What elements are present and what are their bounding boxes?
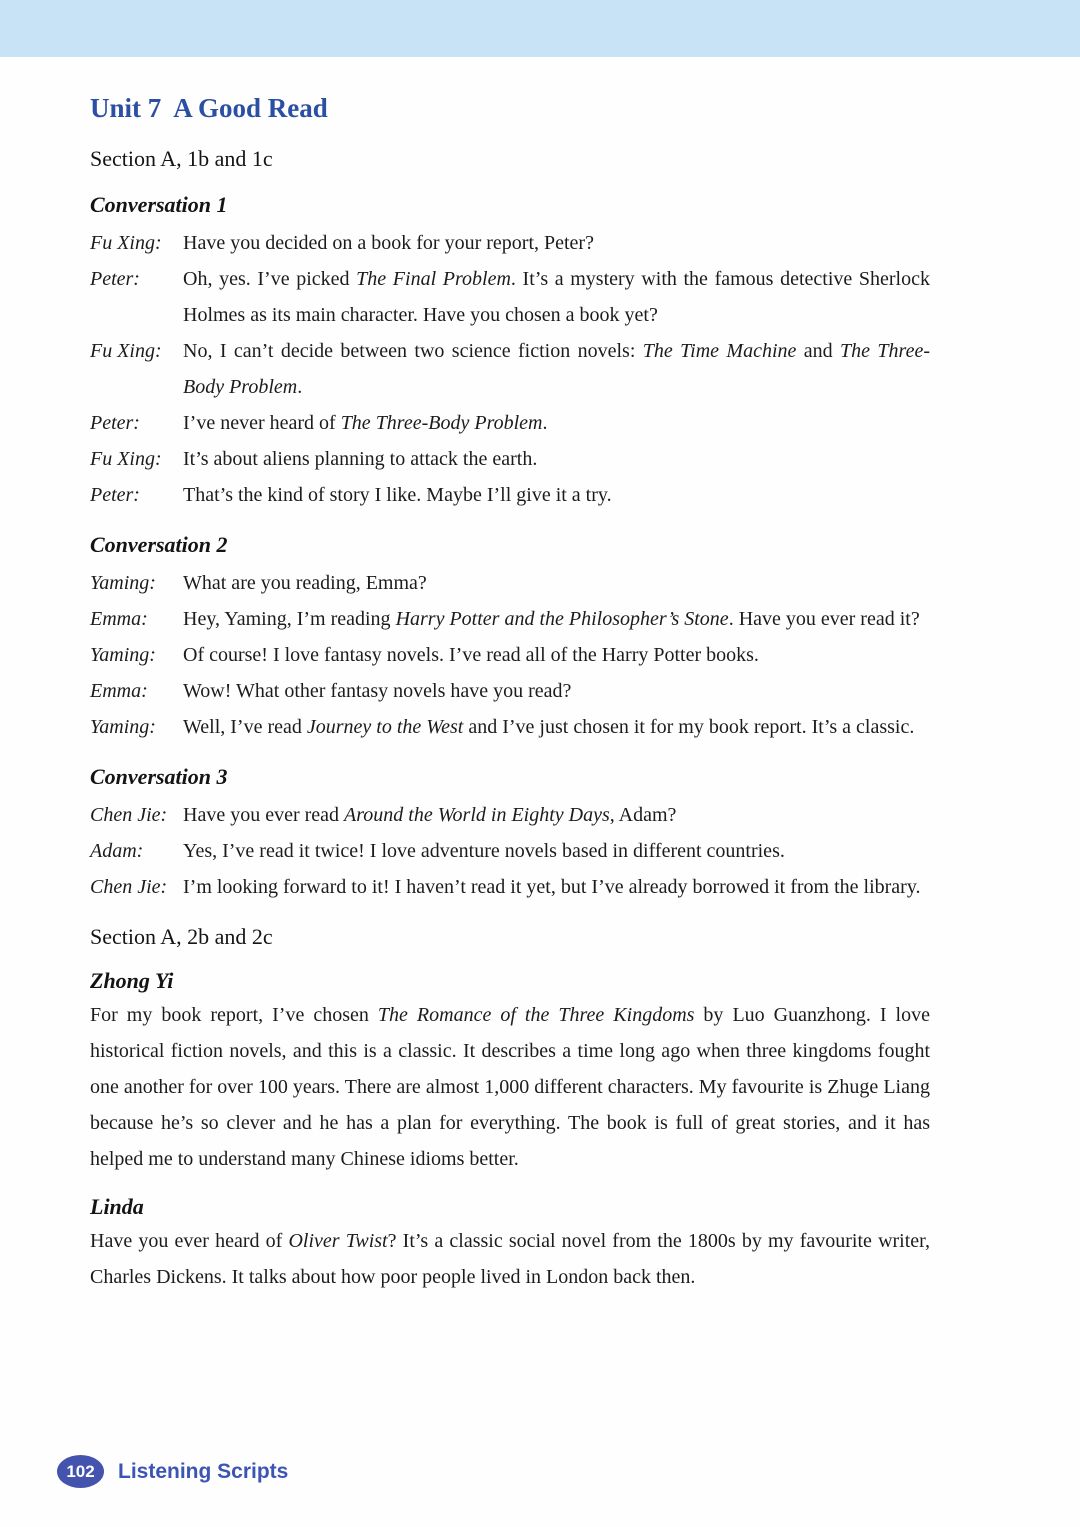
section-heading-1: Section A, 1b and 1c [90, 146, 273, 171]
book-title: Oliver Twist [288, 1230, 388, 1252]
text-segment: . It’s a mystery with the famous detective Sherlock Holmes as its main character. Have you chosen a book yet? [183, 268, 930, 326]
conversation [90, 191, 930, 513]
conversation-heading: Conversation 2 [90, 532, 228, 557]
text-segment: Have you ever heard of [90, 1230, 289, 1252]
book-title: Harry Potter and the Philosopher’s Stone [395, 608, 729, 630]
text-segment: Have you ever read [183, 804, 345, 826]
text-segment: Oh, yes. I’ve picked [183, 268, 357, 290]
speaker-label: Yaming: [90, 644, 156, 666]
unit-title: Unit 7 A Good Read [90, 93, 328, 123]
speaker-label: Chen Jie: [90, 804, 168, 826]
speech-text [183, 477, 930, 513]
page-content [0, 57, 1080, 1295]
monologue-text [90, 1223, 930, 1295]
conversation-heading: Conversation 3 [90, 764, 228, 789]
speaker-label: Peter: [90, 484, 140, 506]
dialogue-line [90, 405, 930, 441]
book-title: Journey to the West [306, 716, 464, 738]
text-segment: Of course! I love fantasy novels. I’ve read all of the Harry Potter books. [183, 644, 759, 666]
speech-text [183, 225, 930, 261]
speaker-label: Fu Xing: [90, 448, 162, 470]
speaker-label: Yaming: [90, 716, 156, 738]
speech-text [183, 797, 930, 833]
monologue-text [90, 997, 930, 1177]
text-segment: That’s the kind of story I like. Maybe I’ll give it a try. [183, 484, 612, 506]
top-banner [0, 0, 1080, 57]
speaker-label: Peter: [90, 268, 140, 290]
footer-label: Listening Scripts [118, 1459, 289, 1483]
speaker-label: Adam: [90, 840, 144, 862]
speaker-label: Fu Xing: [90, 340, 162, 362]
speech-text [183, 261, 930, 333]
dialogue-line [90, 601, 930, 637]
speaker-label: Emma: [90, 608, 148, 630]
text-segment: . [297, 376, 303, 398]
monologue-speaker: Linda [90, 1194, 144, 1219]
text-segment: by Luo Guanzhong. I love historical fiction novels, and this is a classic. It describes a time long ago when three kingdoms fought one another for over 100 years. There are almost 1,000 different characters. My favourite is Zhuge Liang because he’s so clever and he has a plan for everything. The book is full of great stories, and it has helped me to understand many Chinese idioms better. [90, 1004, 930, 1170]
book-title: Around the World in Eighty Days [344, 804, 610, 826]
speech-text [183, 869, 930, 905]
speech-text [183, 333, 930, 405]
conversation [90, 763, 930, 905]
dialogue-line [90, 797, 930, 833]
speech-text [183, 673, 930, 709]
section-heading-2: Section A, 2b and 2c [90, 924, 273, 949]
speaker-label: Peter: [90, 412, 140, 434]
book-title: The Final Problem [356, 268, 511, 290]
speech-text [183, 637, 930, 673]
speech-text [183, 565, 930, 601]
text-segment: . Have you ever read it? [728, 608, 920, 630]
text-segment: I’ve never heard of [183, 412, 341, 434]
text-segment: For my book report, I’ve chosen [90, 1004, 378, 1026]
text-segment: Hey, Yaming, I’m reading [183, 608, 396, 630]
conversations [90, 191, 930, 905]
dialogue-line [90, 637, 930, 673]
text-segment: I’m looking forward to it! I haven’t read it yet, but I’ve already borrowed it from the library. [183, 876, 921, 898]
text-segment: ? It’s a classic social novel from the 1800s by my favourite writer, Charles Dickens. It talks about how poor people lived in London back then. [90, 1230, 931, 1288]
dialogue-line [90, 477, 930, 513]
book-title: The Three-Body Problem [183, 340, 930, 398]
text-segment: Have you decided on a book for your report, Peter? [183, 232, 594, 254]
speech-text [183, 601, 930, 637]
speech-text [183, 441, 930, 477]
speaker-label: Fu Xing: [90, 232, 162, 254]
text-segment: . [542, 412, 548, 434]
dialogue-line [90, 833, 930, 869]
book-title: The Time Machine [642, 340, 797, 362]
monologue [90, 967, 930, 1177]
page-footer [57, 1455, 288, 1488]
text-segment: Wow! What other fantasy novels have you read? [183, 680, 572, 702]
monologue [90, 1193, 930, 1295]
dialogue-line [90, 709, 930, 745]
text-segment: , Adam? [609, 804, 677, 826]
dialogue-line [90, 261, 930, 333]
dialogue-line [90, 441, 930, 477]
text-segment: No, I can’t decide between two science fiction novels: [183, 340, 643, 362]
book-title: The Romance of the Three Kingdoms [377, 1004, 695, 1026]
dialogue-line [90, 869, 930, 905]
speech-text [183, 709, 930, 745]
dialogue-line [90, 673, 930, 709]
dialogue-line [90, 333, 930, 405]
speech-text [183, 833, 930, 869]
text-segment: Well, I’ve read [183, 716, 307, 738]
text-segment: and [796, 340, 841, 362]
monologues [90, 967, 930, 1295]
text-segment: Yes, I’ve read it twice! I love adventure novels based in different countries. [183, 840, 785, 862]
speaker-label: Emma: [90, 680, 148, 702]
dialogue-line [90, 565, 930, 601]
speech-text [183, 405, 930, 441]
page-number-badge: 102 [57, 1455, 104, 1488]
conversation-heading: Conversation 1 [90, 192, 228, 217]
speaker-label: Chen Jie: [90, 876, 168, 898]
book-title: The Three-Body Problem [340, 412, 543, 434]
text-segment: It’s about aliens planning to attack the earth. [183, 448, 538, 470]
dialogue-line [90, 225, 930, 261]
text-segment: What are you reading, Emma? [183, 572, 427, 594]
speaker-label: Yaming: [90, 572, 156, 594]
text-segment: and I’ve just chosen it for my book report. It’s a classic. [463, 716, 915, 738]
conversation [90, 531, 930, 745]
monologue-speaker: Zhong Yi [90, 968, 174, 993]
